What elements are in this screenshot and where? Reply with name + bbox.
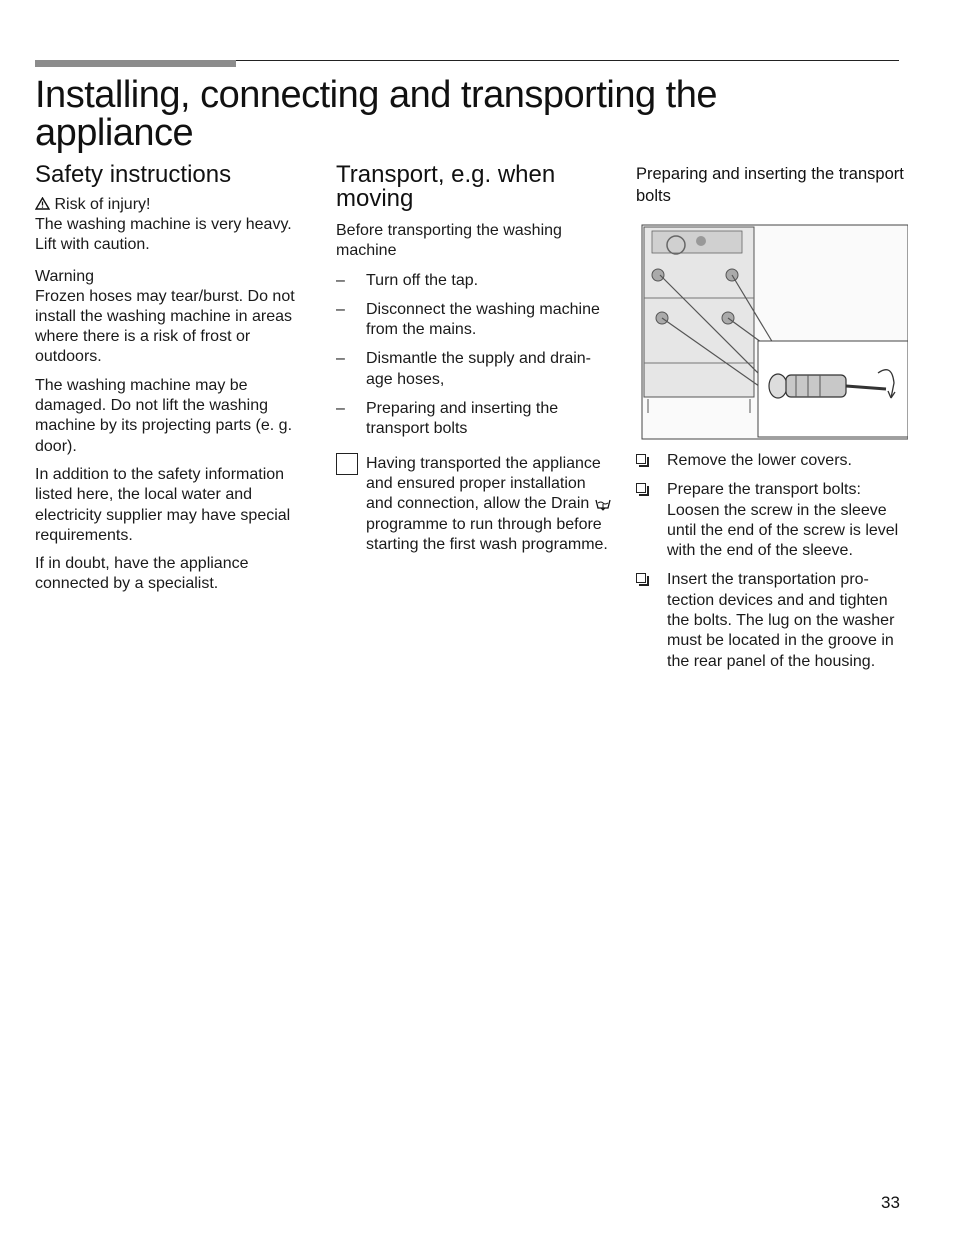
page-number: 33 [881,1193,900,1212]
list-item [636,451,908,471]
transport-intro: Before transporting the washing machine [336,222,562,260]
bolt-step-text: Insert the transportation pro-tection devices and and tighten the bolts. The lug on the washer must be located in the groove in the rear panel of the housing. [667,571,895,670]
bolt-step-text: Remove the lower covers. [667,452,852,469]
doubt-paragraph: If in doubt, have the appliance connected by a specialist. [35,555,249,593]
washer-rear-illustration [636,223,908,441]
list-item [336,300,616,341]
list-item [636,480,908,561]
step-text: Disconnect the washing machine from the mains. [366,300,600,339]
bolts-column [636,163,908,681]
note-post: programme to run through before starting the first wash programme. [366,515,608,553]
damage-paragraph: The washing machine may be damaged. Do not lift the washing machine by its projecting parts (e. g. door). [35,376,293,455]
step-text: Turn off the tap. [366,271,479,289]
drain-label: Drain [551,495,590,513]
list-item [336,399,616,440]
bolt-step-text: Prepare the transport bolts: Loosen the screw in the sleeve until the end of the screw is level with the end of the sleeve. [667,481,899,560]
page-title: Installing, connecting and transporting the appliance [35,74,717,154]
note-text [366,454,616,555]
checkbox-icon [636,573,646,583]
risk-text: The washing machine is very heavy. Lift with caution. [35,216,292,254]
warning-text: Frozen hoses may tear/burst. Do not install the washing machine in areas where there is a risk of frost or outdoors. [35,287,295,366]
dash-marker: – [336,400,345,418]
safety-column [35,163,305,595]
checkbox-icon [636,483,646,493]
transport-bolts-illustration [636,223,908,441]
risk-line [35,195,305,215]
transport-steps [336,271,616,440]
bolts-steps [636,451,908,672]
supplier-paragraph: In addition to the safety information listed here, the local water and electricity supplier may have special requirements. [35,465,291,544]
step-text: Dismantle the supply and drain-age hoses, [366,350,592,388]
warning-label: Warning [35,267,94,285]
step-text: Preparing and inserting the transport bolts [366,400,559,438]
transport-column [336,163,616,555]
list-item [336,271,616,291]
note-box-icon [336,453,358,475]
note-pre: Having transported the appliance and ensured proper installation and connection, allow the [366,454,601,513]
warning-triangle-icon [35,197,50,210]
list-item [336,349,616,390]
checkbox-icon [636,454,646,464]
bolts-heading: Preparing and inserting the transport bolts [636,165,904,205]
drain-icon [594,497,612,511]
list-item [636,570,908,671]
top-rule-accent [35,60,236,67]
safety-heading: Safety instructions [35,161,232,188]
transport-heading: Transport, e.g. when moving [336,161,556,212]
dash-marker: – [336,300,345,318]
drain-note [336,454,616,555]
dash-marker: – [336,350,345,368]
risk-label: Risk of injury! [54,196,151,213]
dash-marker: – [336,271,345,289]
